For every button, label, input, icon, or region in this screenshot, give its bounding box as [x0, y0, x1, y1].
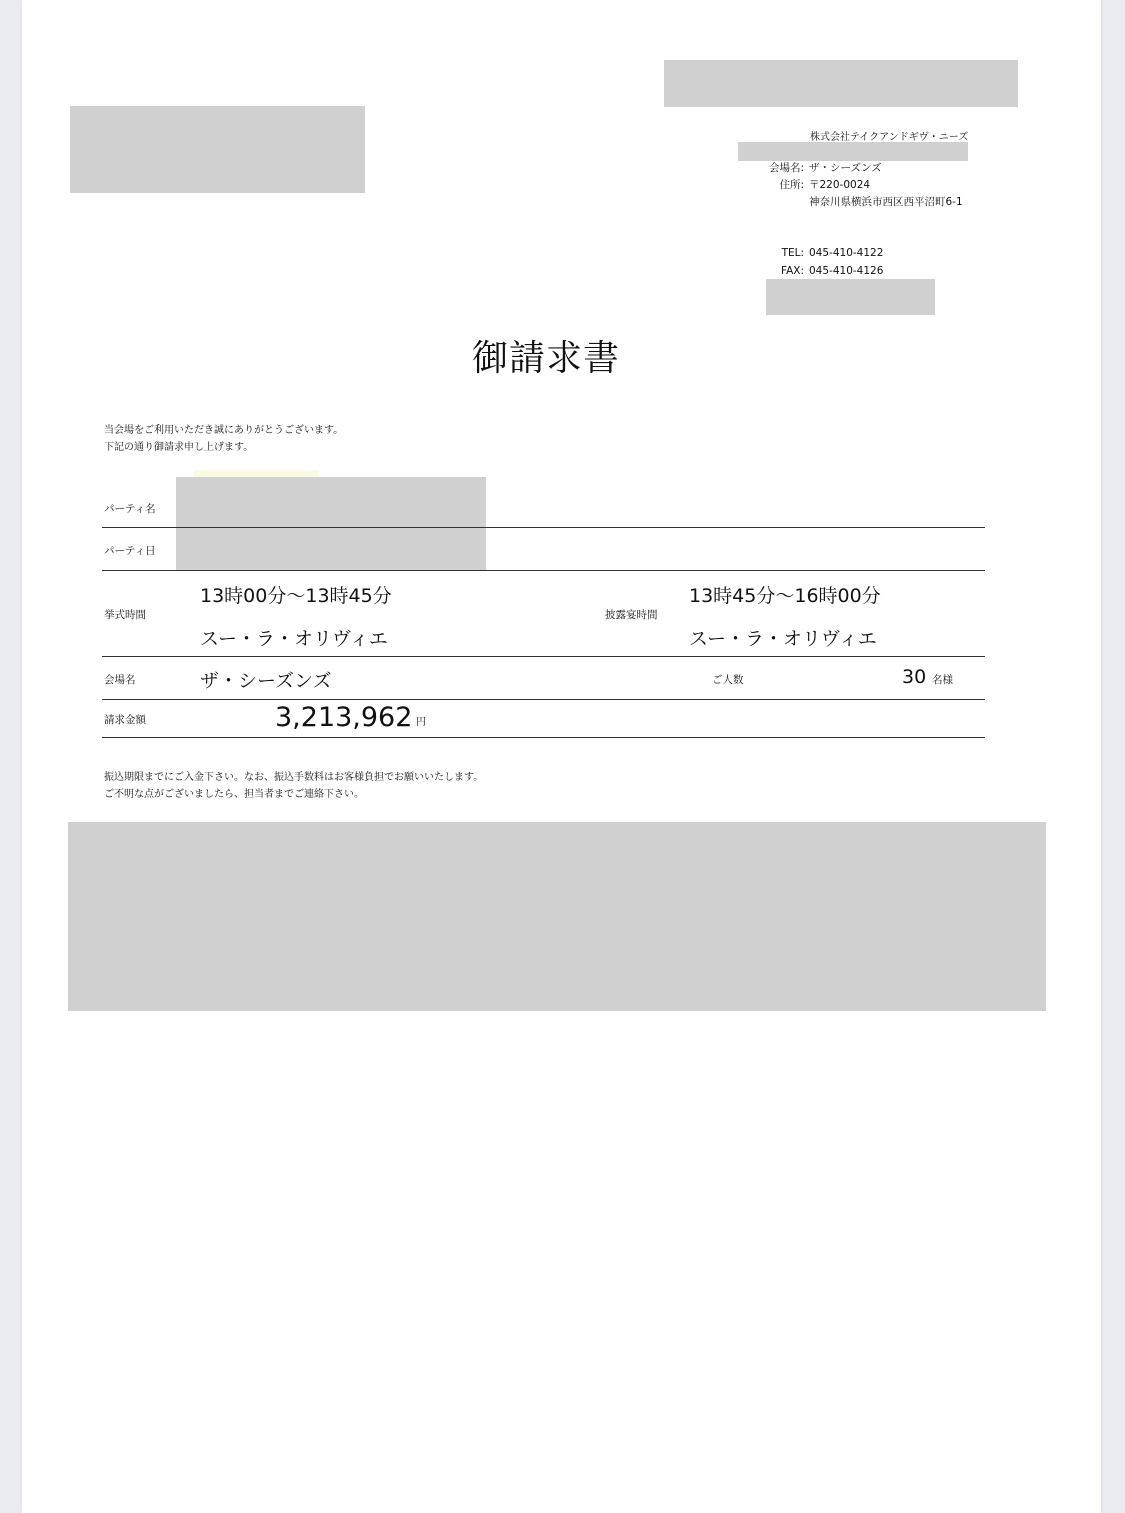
reception-time-label: 披露宴時間: [605, 609, 658, 621]
reception-place-value: スー・ラ・オリヴィエ: [689, 628, 877, 650]
note-line-2: ご不明な点がございましたら、担当者までご連絡下さい。: [104, 789, 364, 800]
redacted-block-bottom: [68, 822, 1046, 1011]
venue-value-table: ザ・シーズンズ: [200, 670, 332, 692]
redacted-party-info: [176, 477, 486, 570]
note-line-1: 振込期限までにご入金下さい。なお、振込手数料はお客様負担でお願いいたします。: [104, 772, 484, 783]
intro-line-1: 当会場をご利用いただき誠にありがとうございます。: [104, 425, 344, 436]
address-line: 神奈川県横浜市西区西平沼町6-1: [809, 196, 963, 208]
party-date-label: パーティ日: [104, 545, 156, 557]
document-title: 御請求書: [472, 338, 621, 379]
party-name-label: パーティ名: [104, 503, 156, 515]
amount-value: 3,213,962: [275, 702, 413, 733]
ceremony-place-value: スー・ラ・オリヴィエ: [200, 628, 388, 650]
redacted-block-top-right: [664, 60, 1018, 107]
row-divider-3: [102, 656, 985, 657]
redacted-block-contact: [766, 279, 935, 315]
redacted-block-company-sub: [738, 142, 968, 161]
amount-label: 請求金額: [104, 714, 146, 726]
venue-label: 会場名: [104, 674, 136, 686]
fax-row: [760, 263, 883, 280]
invoice-page: [22, 0, 1101, 1513]
row-divider-2: [102, 570, 985, 571]
intro-line-2: 下記の通り御請求申し上げます。: [104, 442, 254, 453]
postal-code: 〒220-0024: [809, 179, 871, 191]
redacted-block-recipient: [70, 106, 365, 193]
guests-value: 30: [902, 666, 927, 688]
row-divider-1: [102, 527, 985, 528]
ceremony-time-label: 挙式時間: [104, 609, 146, 621]
amount-unit: 円: [416, 717, 426, 728]
venue-value: ザ・シーズンズ: [809, 162, 882, 174]
venue-row: [760, 160, 882, 177]
company-name: 株式会社テイクアンドギヴ・ニーズ: [810, 132, 969, 143]
guests-unit: 名様: [932, 674, 953, 686]
guests-label: ご人数: [712, 674, 744, 686]
row-divider-5: [102, 737, 985, 738]
tel-key: TEL:: [781, 247, 804, 259]
tel-row: [760, 245, 883, 262]
row-divider-4: [102, 699, 985, 700]
fax-key: FAX:: [781, 265, 804, 277]
fax-value: 045-410-4126: [809, 265, 884, 277]
ceremony-time-value: 13時00分〜13時45分: [200, 585, 392, 607]
tel-value: 045-410-4122: [809, 247, 884, 259]
reception-time-value: 13時45分〜16時00分: [689, 585, 881, 607]
venue-key: 会場名:: [768, 162, 804, 174]
address-row: [760, 177, 870, 194]
address-key: 住所:: [779, 179, 804, 191]
